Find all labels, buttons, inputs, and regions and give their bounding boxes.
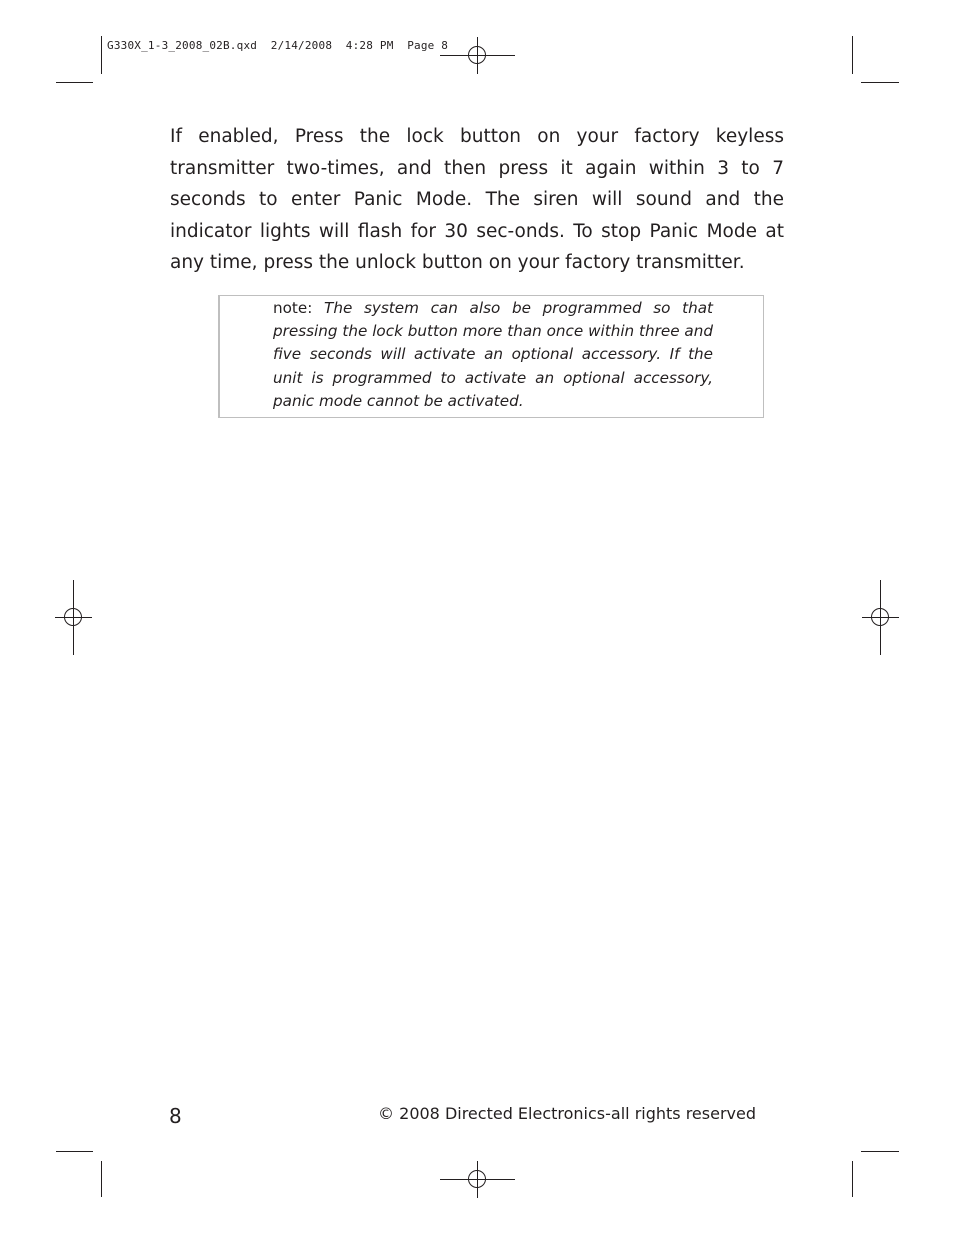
registration-mark-top-circle bbox=[468, 46, 486, 64]
crop-mark-top-left-vertical bbox=[101, 36, 102, 74]
print-slug: G330X_1-3_2008_02B.qxd 2/14/2008 4:28 PM Page 8 bbox=[107, 39, 449, 52]
crop-mark-bottom-left-horizontal bbox=[56, 1151, 93, 1152]
note-box bbox=[218, 295, 764, 418]
note-label: note: bbox=[273, 299, 313, 317]
page-number: 8 bbox=[169, 1104, 182, 1128]
note-body: The system can also be programmed so that pressing the lock button more than once within three and five seconds will activate an optional accessory. If the unit is programmed to activate an optional accessory, panic mode cannot be activated. bbox=[273, 299, 714, 410]
crop-mark-bottom-right-horizontal bbox=[861, 1151, 899, 1152]
note-text-block bbox=[273, 297, 713, 413]
crop-mark-top-right-horizontal bbox=[861, 82, 899, 83]
body-paragraph: If enabled, Press the lock button on your factory keyless transmitter two-times, and then press it again within 3 to 7 seconds to enter Panic Mode. The siren will sound and the indicator lights will flash for 30 sec-onds. To stop Panic Mode at any time, press the unlock button on your factory transmitter. bbox=[170, 126, 784, 273]
registration-mark-bottom-circle bbox=[468, 1170, 486, 1188]
registration-mark-left-circle bbox=[64, 608, 82, 626]
registration-mark-right-circle bbox=[871, 608, 889, 626]
crop-mark-top-right-vertical bbox=[852, 36, 853, 74]
copyright-notice: © 2008 Directed Electronics-all rights reserved bbox=[378, 1104, 756, 1123]
crop-mark-bottom-right-vertical bbox=[852, 1161, 853, 1197]
crop-mark-bottom-left-vertical bbox=[101, 1161, 102, 1197]
crop-mark-top-left-horizontal bbox=[56, 82, 93, 83]
